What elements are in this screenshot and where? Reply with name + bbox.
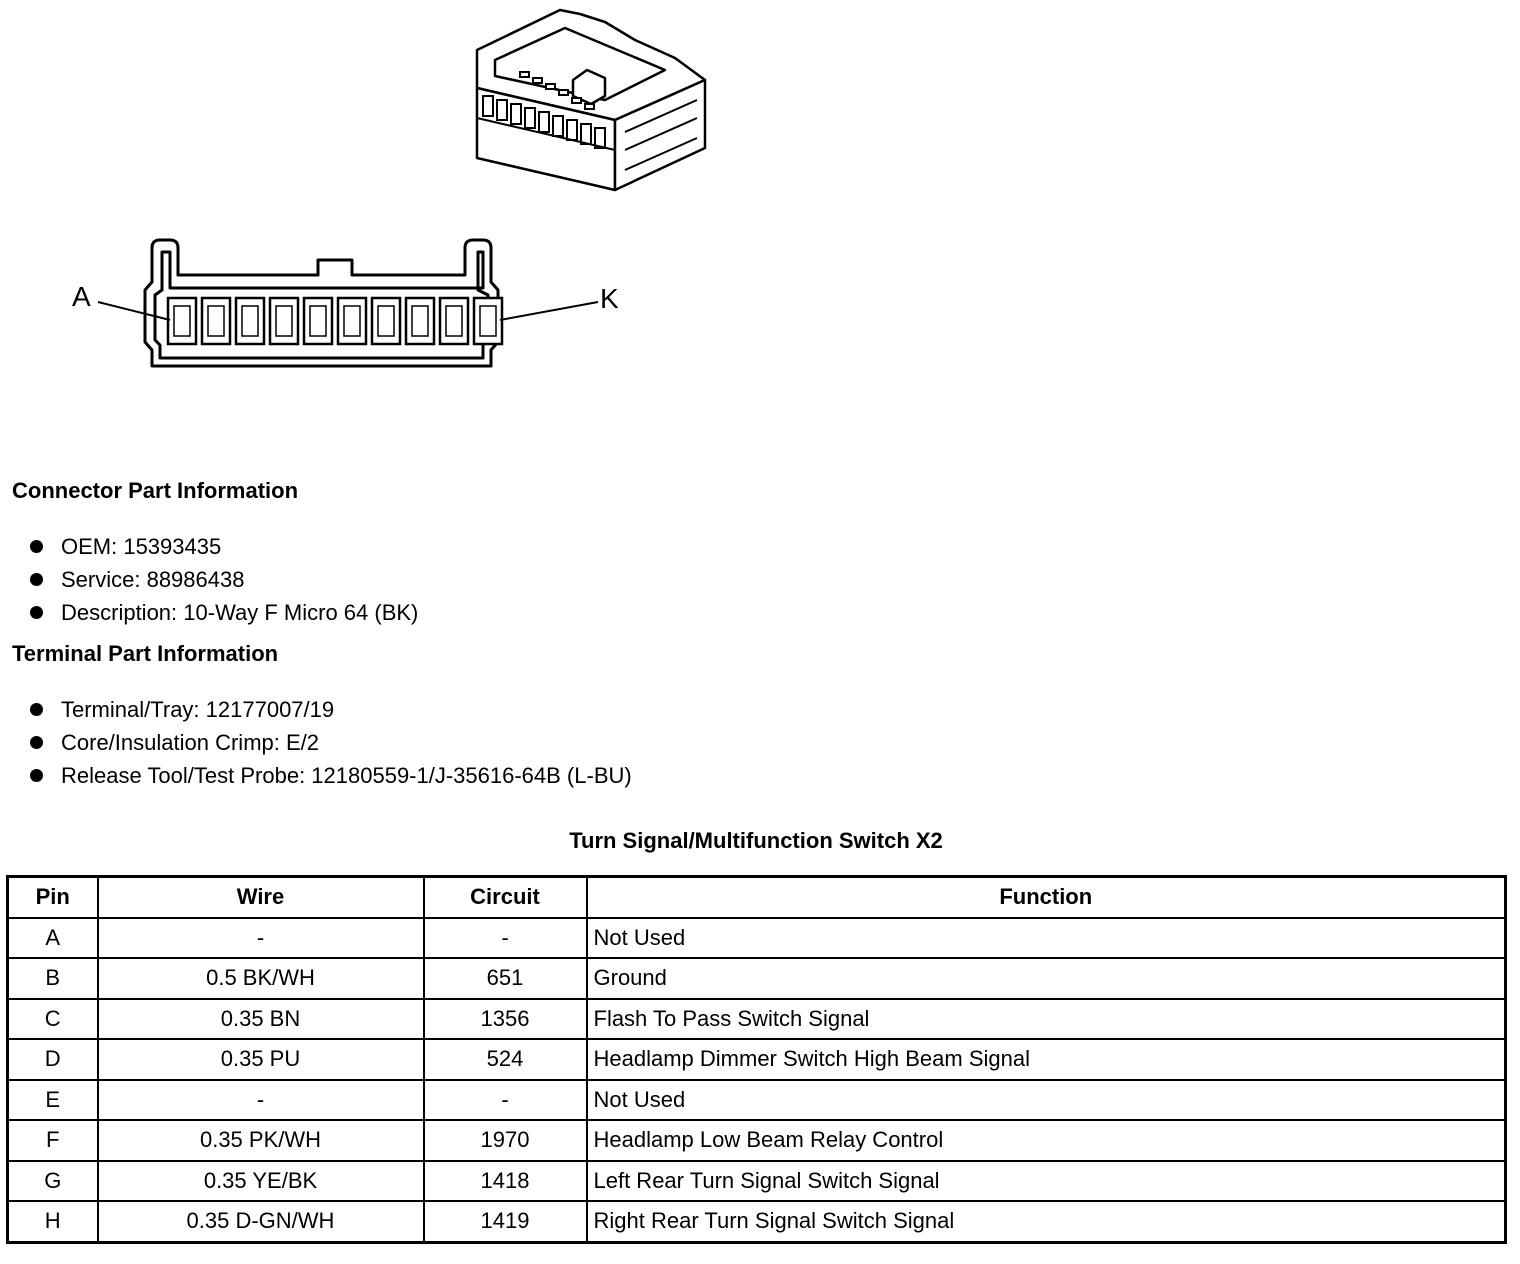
list-item: Core/Insulation Crimp: E/2 bbox=[28, 726, 632, 759]
list-item: Terminal/Tray: 12177007/19 bbox=[28, 693, 632, 726]
connector-face-view-drawing bbox=[60, 230, 640, 380]
function-cell: Right Rear Turn Signal Switch Signal bbox=[587, 1201, 1506, 1242]
connector-isometric-drawing bbox=[465, 0, 725, 200]
pinout-table bbox=[6, 875, 1507, 1244]
table-row bbox=[8, 1201, 1506, 1242]
bullet-icon bbox=[30, 703, 43, 716]
function-cell: Not Used bbox=[587, 918, 1506, 959]
bullet-icon bbox=[30, 736, 43, 749]
pin-label-k: K bbox=[600, 283, 619, 314]
circuit-cell: 1356 bbox=[424, 999, 587, 1040]
table-row bbox=[8, 958, 1506, 999]
terminal-part-heading: Terminal Part Information bbox=[12, 641, 279, 666]
circuit-cell: 1970 bbox=[424, 1120, 587, 1161]
circuit-cell: - bbox=[424, 1080, 587, 1121]
function-cell: Flash To Pass Switch Signal bbox=[587, 999, 1506, 1040]
table-title: Turn Signal/Multifunction Switch X2 bbox=[569, 828, 943, 853]
terminal-part-list bbox=[28, 693, 632, 792]
function-cell: Ground bbox=[587, 958, 1506, 999]
bullet-icon bbox=[30, 769, 43, 782]
function-cell: Left Rear Turn Signal Switch Signal bbox=[587, 1161, 1506, 1202]
pin-cell: A bbox=[8, 918, 98, 959]
list-item: OEM: 15393435 bbox=[28, 530, 418, 563]
list-item: Service: 88986438 bbox=[28, 563, 418, 596]
wire-cell: 0.35 PU bbox=[98, 1039, 424, 1080]
bullet-icon bbox=[30, 540, 43, 553]
connector-part-list bbox=[28, 530, 418, 629]
column-header-pin: Pin bbox=[8, 877, 98, 918]
table-row bbox=[8, 1080, 1506, 1121]
circuit-cell: 1418 bbox=[424, 1161, 587, 1202]
function-cell: Headlamp Dimmer Switch High Beam Signal bbox=[587, 1039, 1506, 1080]
wire-cell: 0.5 BK/WH bbox=[98, 958, 424, 999]
table-row bbox=[8, 999, 1506, 1040]
wire-cell: - bbox=[98, 1080, 424, 1121]
table-row bbox=[8, 1120, 1506, 1161]
function-cell: Not Used bbox=[587, 1080, 1506, 1121]
pin-cell: B bbox=[8, 958, 98, 999]
wire-cell: - bbox=[98, 918, 424, 959]
pin-cell: F bbox=[8, 1120, 98, 1161]
pin-cell: C bbox=[8, 999, 98, 1040]
table-row bbox=[8, 1039, 1506, 1080]
wire-cell: 0.35 D-GN/WH bbox=[98, 1201, 424, 1242]
list-item: Release Tool/Test Probe: 12180559-1/J-35616-64B (L-BU) bbox=[28, 759, 632, 792]
pin-cell: G bbox=[8, 1161, 98, 1202]
wire-cell: 0.35 YE/BK bbox=[98, 1161, 424, 1202]
circuit-cell: - bbox=[424, 918, 587, 959]
table-row bbox=[8, 918, 1506, 959]
pin-label-a: A bbox=[72, 281, 91, 312]
wire-cell: 0.35 PK/WH bbox=[98, 1120, 424, 1161]
circuit-cell: 651 bbox=[424, 958, 587, 999]
wire-cell: 0.35 BN bbox=[98, 999, 424, 1040]
pin-cell: H bbox=[8, 1201, 98, 1242]
circuit-cell: 1419 bbox=[424, 1201, 587, 1242]
column-header-function: Function bbox=[587, 877, 1506, 918]
circuit-cell: 524 bbox=[424, 1039, 587, 1080]
list-item: Description: 10-Way F Micro 64 (BK) bbox=[28, 596, 418, 629]
function-cell: Headlamp Low Beam Relay Control bbox=[587, 1120, 1506, 1161]
bullet-icon bbox=[30, 606, 43, 619]
connector-part-heading: Connector Part Information bbox=[12, 478, 299, 503]
table-header-row bbox=[8, 877, 1506, 918]
column-header-wire: Wire bbox=[98, 877, 424, 918]
table-row bbox=[8, 1161, 1506, 1202]
column-header-circuit: Circuit bbox=[424, 877, 587, 918]
pin-cell: D bbox=[8, 1039, 98, 1080]
bullet-icon bbox=[30, 573, 43, 586]
pin-cell: E bbox=[8, 1080, 98, 1121]
